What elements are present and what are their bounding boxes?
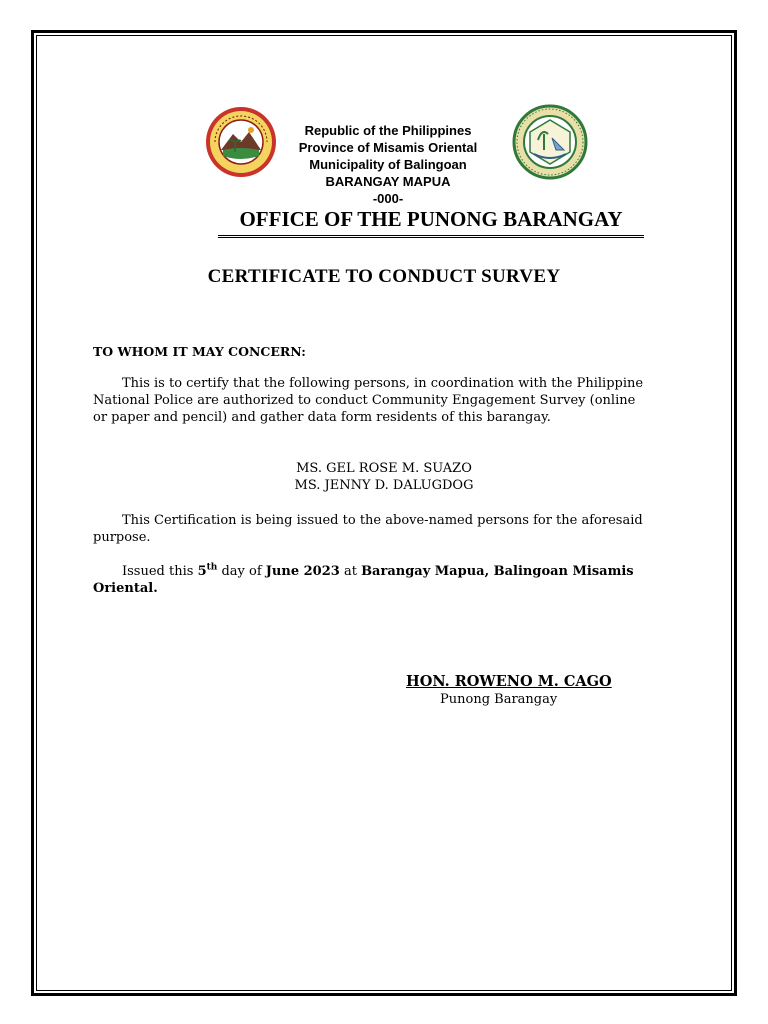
- header-municipality: Municipality of Balingoan: [309, 157, 467, 172]
- issued-place: Barangay Mapua, Balingoan Misamis Oriental.: [93, 564, 634, 596]
- salutation: TO WHOM IT MAY CONCERN:: [93, 344, 306, 359]
- balingoan-municipal-seal-icon: [512, 104, 588, 180]
- barangay-mapua-seal-icon: [205, 106, 277, 178]
- certificate-title: CERTIFICATE TO CONDUCT SURVEY: [207, 266, 561, 287]
- issued-paragraph: [93, 563, 651, 597]
- signatory-name: HON. ROWENO M. CAGO: [406, 673, 612, 690]
- office-title: OFFICE OF THE PUNONG BARANGAY: [218, 207, 644, 238]
- issued-day-suffix: th: [206, 562, 218, 573]
- certification-paragraph: This is to certify that the following persons, in coordination with the Philippine National Police are authorized to conduct Community Engagement Survey (online or paper and pencil) and gather data form residents of this barangay.: [93, 376, 644, 425]
- issued-connector: at: [339, 564, 362, 579]
- header-barangay: BARANGAY MAPUA: [325, 174, 451, 189]
- header-province: Province of Misamis Oriental: [298, 140, 478, 155]
- header-republic: Republic of the Philippines: [304, 123, 472, 138]
- authorized-person: MS. JENNY D. DALUGDOG: [294, 478, 474, 493]
- issued-prefix: Issued this: [122, 564, 198, 579]
- signatory-title: Punong Barangay: [440, 692, 558, 707]
- issued-day: 5: [197, 564, 207, 579]
- letterhead: [270, 122, 506, 207]
- authorized-person: MS. GEL ROSE M. SUAZO: [296, 461, 472, 476]
- authorized-persons-list: [0, 460, 768, 494]
- header-separator: -000-: [372, 191, 404, 206]
- issued-month-year: June 2023: [265, 564, 340, 579]
- purpose-paragraph: This Certification is being issued to the above-named persons for the aforesaid purpose.: [93, 513, 643, 545]
- issued-middle: day of: [217, 564, 266, 579]
